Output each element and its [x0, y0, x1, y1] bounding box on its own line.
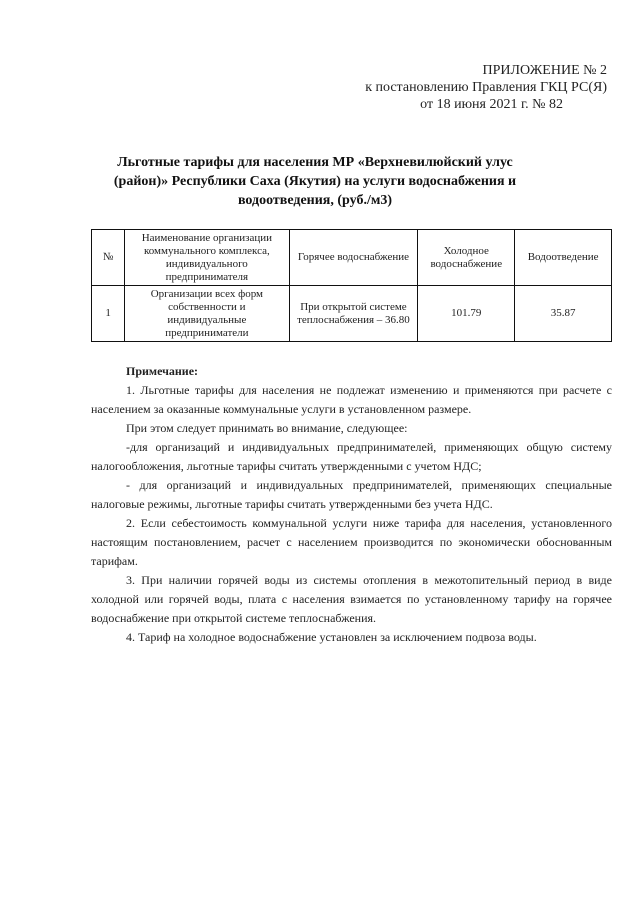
table-header-row — [92, 230, 612, 286]
notes-section — [91, 362, 612, 647]
notes-heading: Примечание: — [126, 364, 199, 378]
note-paragraph: - для организаций и индивидуальных предпринимателей, применяющих специальные налоговые режимы, льготные тарифы считать утвержденными без учета НДС. — [91, 478, 612, 511]
appendix-header — [365, 62, 607, 113]
note-paragraph: 3. При наличии горячей воды из системы отопления в межотопительный период в виде холодной или горячей воды, плата с населения взимается по установленному тарифу на горячее водоснабжение при открытой системе теплоснабжения. — [91, 573, 612, 625]
cell-wastewater: 35.87 — [515, 286, 612, 342]
cell-number: 1 — [92, 286, 125, 342]
note-paragraph: 2. Если себестоимость коммунальной услуги ниже тарифа для населения, установленного настоящим постановлением, расчет с населением производится по экономически обоснованным тарифам. — [91, 516, 612, 568]
title-line: Льготные тарифы для населения МР «Верхневилюйский улус — [117, 155, 513, 170]
header-hot-water: Горячее водоснабжение — [289, 230, 418, 286]
appendix-resolution: к постановлению Правления ГКЦ РС(Я) — [365, 80, 607, 95]
cell-cold-water: 101.79 — [418, 286, 515, 342]
note-paragraph: При этом следует принимать во внимание, следующее: — [126, 421, 408, 435]
cell-organization: Организации всех форм собственности и индивидуальные предприниматели — [125, 286, 289, 342]
header-organization: Наименование организации коммунального комплекса, индивидуального предпринимателя — [125, 230, 289, 286]
header-cold-water: Холодное водоснабжение — [418, 230, 515, 286]
tariff-table — [91, 229, 612, 342]
note-paragraph: 4. Тариф на холодное водоснабжение установлен за исключением подвоза воды. — [126, 630, 537, 644]
document-title — [110, 153, 520, 210]
cell-hot-water: При открытой системе теплоснабжения – 36.80 — [289, 286, 418, 342]
header-number: № — [92, 230, 125, 286]
appendix-date: от 18 июня 2021 г. № 82 — [420, 97, 563, 112]
appendix-number: ПРИЛОЖЕНИЕ № 2 — [482, 63, 607, 78]
header-wastewater: Водоотведение — [515, 230, 612, 286]
title-line: (район)» Республики Саха (Якутия) на услуги водоснабжения и — [113, 174, 517, 189]
title-line: водоотведения, (руб./м3) — [237, 193, 393, 208]
note-paragraph: 1. Льготные тарифы для населения не подлежат изменению и применяются при расчете с населением за оказанные коммунальные услуги в установленном размере. — [91, 383, 612, 416]
table-row — [92, 286, 612, 342]
note-paragraph: -для организаций и индивидуальных предпринимателей, применяющих общую систему налогообложения, льготные тарифы считать утвержденными с учетом НДС; — [91, 440, 612, 473]
